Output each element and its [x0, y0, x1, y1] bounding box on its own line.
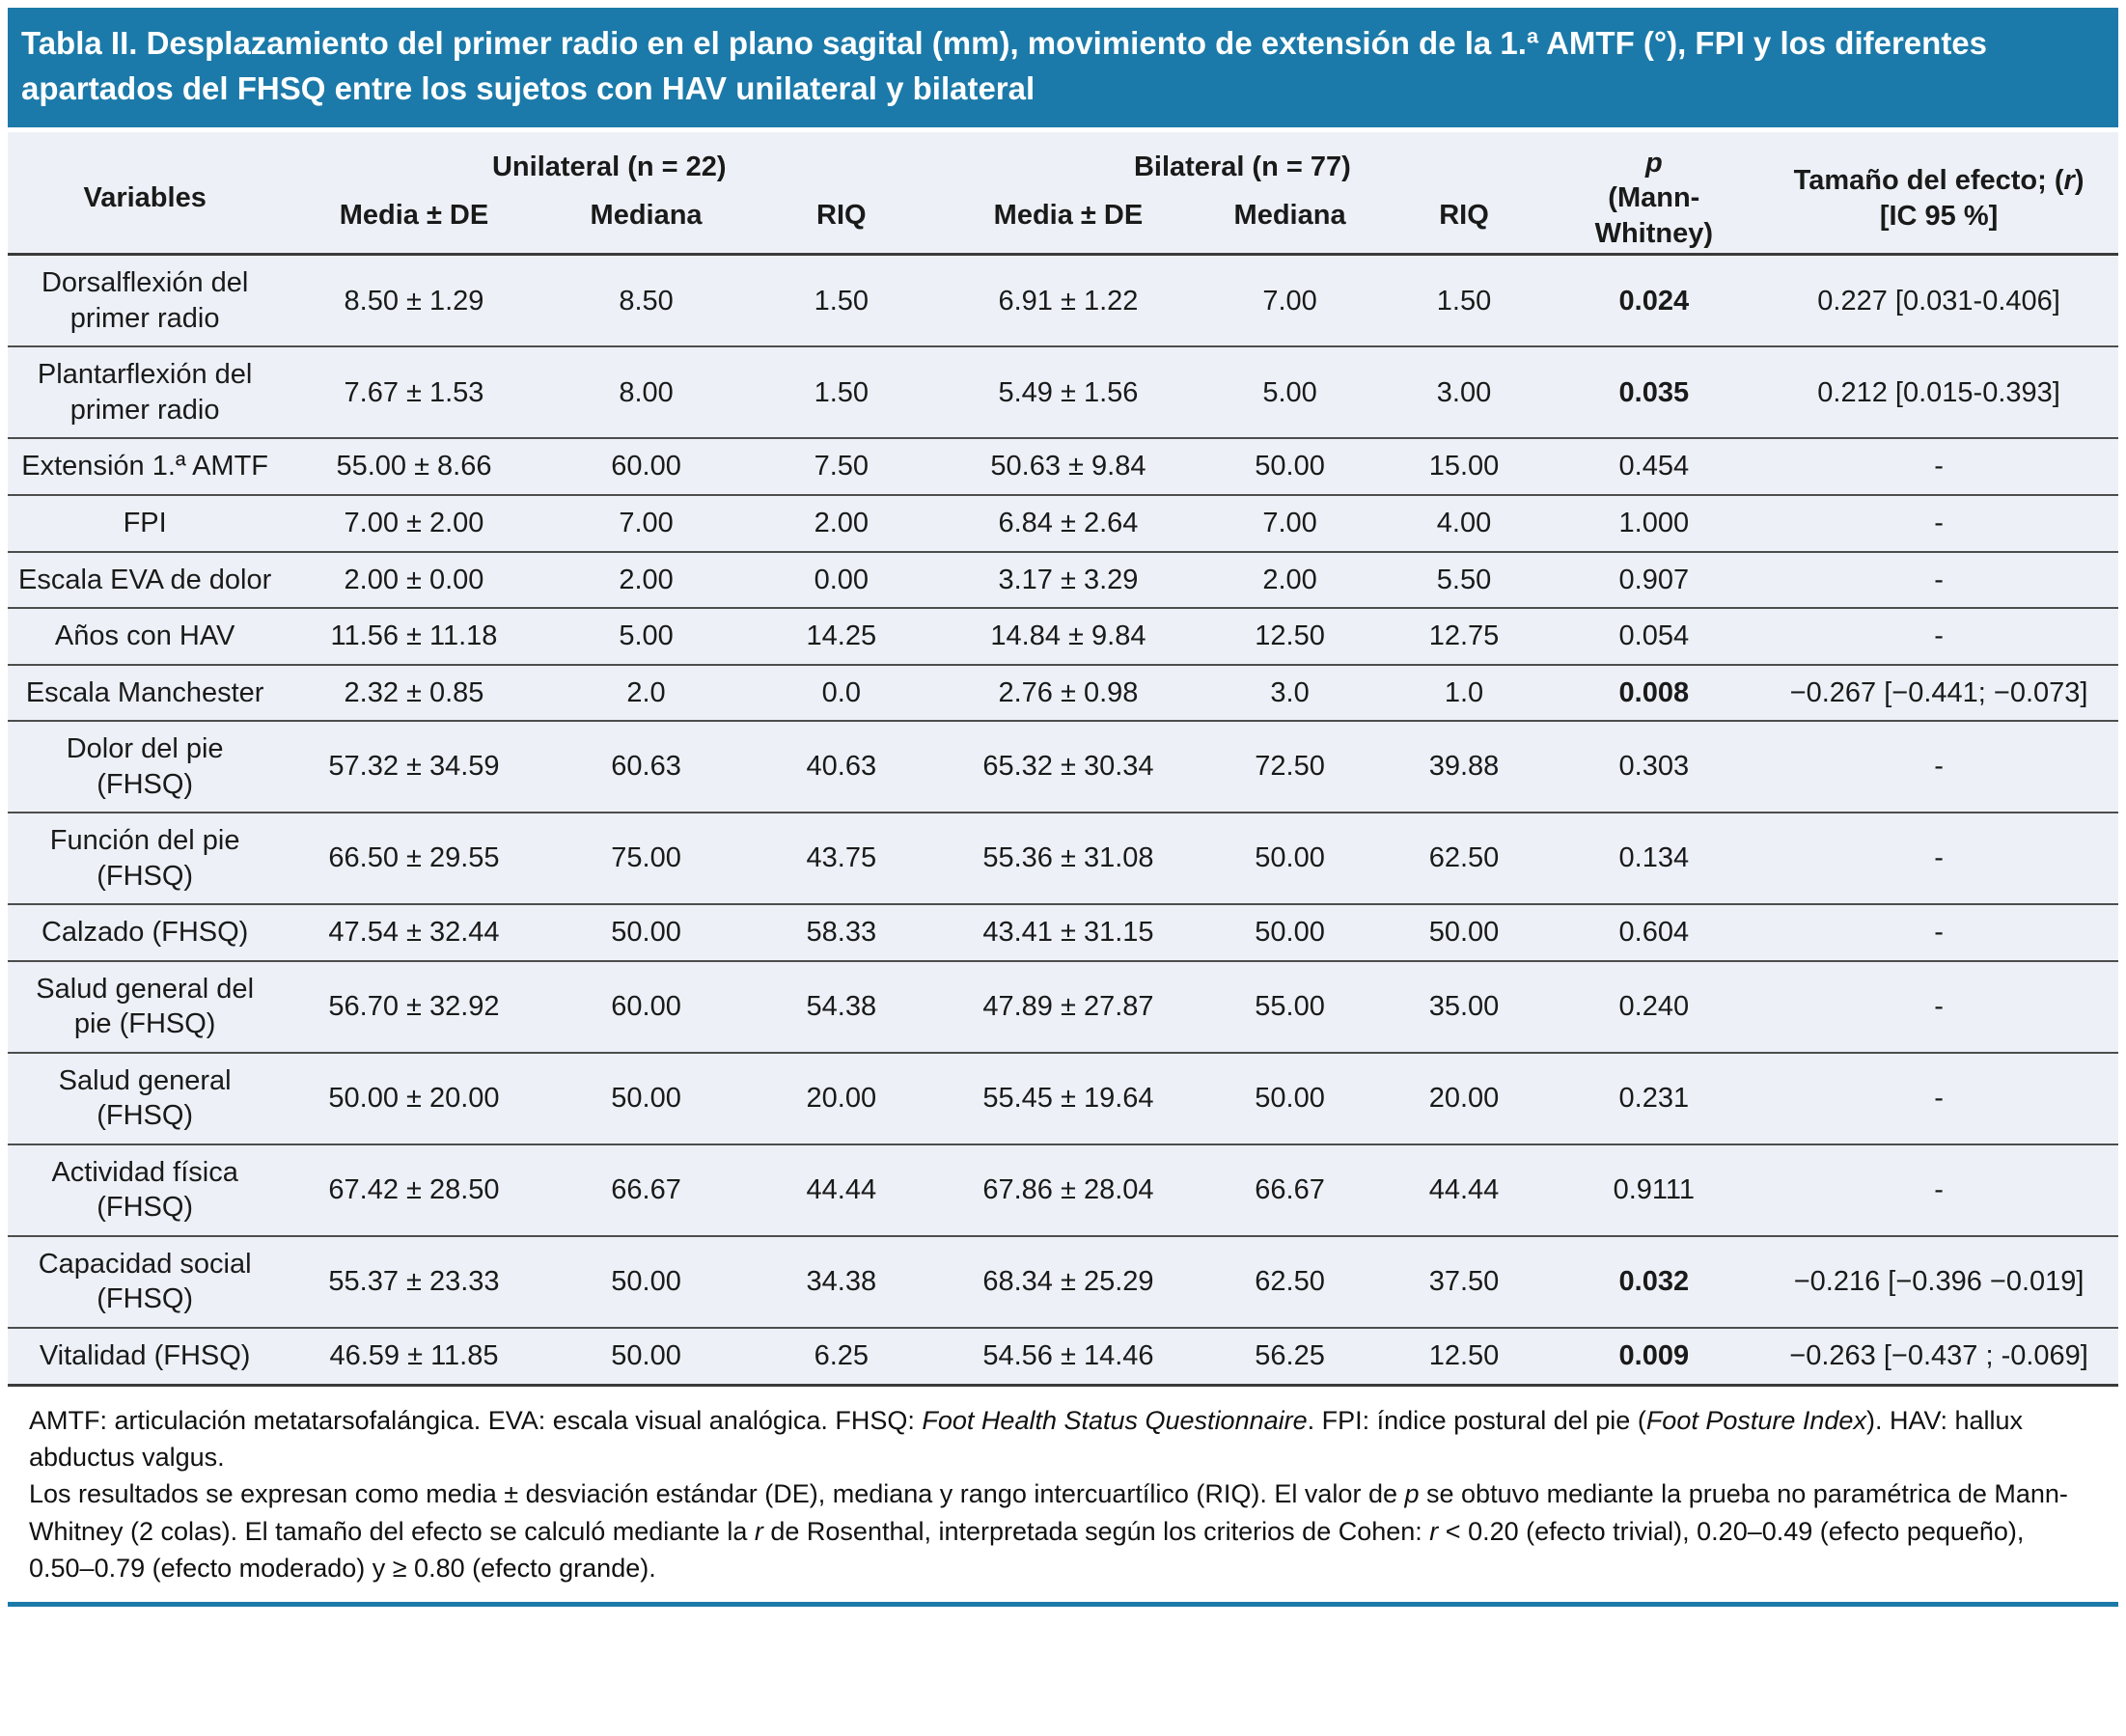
unilateral-media-de-value: 67.42 ± 28.50 — [328, 1174, 500, 1206]
effect-size-value: - — [1934, 1174, 1944, 1206]
column-header-variables: Variables — [83, 182, 207, 214]
bilateral-mediana-value: 50.00 — [1255, 917, 1325, 949]
variable-label: Plantarflexión del primer radio — [37, 359, 253, 426]
unilateral-media-de-value: 66.50 ± 29.55 — [328, 842, 500, 874]
bilateral-riq-value: 62.50 — [1428, 842, 1500, 874]
unilateral-riq-value: 58.33 — [806, 917, 877, 949]
p-value: 0.454 — [1618, 451, 1690, 482]
bilateral-media-de-value: 67.86 ± 28.04 — [982, 1174, 1154, 1206]
text-segment: ) — [2074, 164, 2085, 196]
bilateral-riq-value: 20.00 — [1428, 1083, 1500, 1115]
text-segment: r — [2063, 164, 2075, 196]
text-segment: Tamaño del efecto; ( — [1793, 164, 2064, 196]
p-value: 0.054 — [1618, 620, 1690, 652]
unilateral-mediana-value: 60.00 — [611, 991, 681, 1023]
bilateral-media-de-value: 55.36 ± 31.08 — [982, 842, 1154, 874]
unilateral-mediana-value: 50.00 — [611, 1340, 681, 1371]
text-segment: r — [754, 1516, 763, 1546]
effect-size-value: - — [1934, 751, 1944, 783]
p-value: 0.035 — [1618, 376, 1690, 408]
variable-label: Capacidad social (FHSQ) — [38, 1248, 252, 1315]
effect-size-value: −0.216 [−0.396 −0.019] — [1793, 1266, 2085, 1298]
bilateral-mediana-value: 5.00 — [1262, 376, 1317, 408]
variable-label: Función del pie (FHSQ) — [49, 825, 240, 892]
unilateral-riq-value: 2.00 — [814, 507, 870, 538]
unilateral-mediana-value: 75.00 — [611, 842, 681, 874]
bilateral-media-de-value: 55.45 ± 19.64 — [982, 1083, 1154, 1115]
bilateral-media-de-value: 68.34 ± 25.29 — [982, 1266, 1154, 1298]
variable-label: Extensión 1.ª AMTF — [21, 451, 268, 482]
unilateral-mediana-value: 50.00 — [611, 917, 681, 949]
table-header — [8, 132, 2118, 255]
bilateral-mediana-value: 50.00 — [1255, 1083, 1325, 1115]
bilateral-media-de-value: 3.17 ± 3.29 — [998, 564, 1139, 595]
variable-label: Salud general del pie (FHSQ) — [36, 973, 255, 1040]
variable-label: Calzado (FHSQ) — [41, 917, 249, 949]
table-row — [8, 1053, 2118, 1144]
variable-label: Actividad física (FHSQ) — [51, 1156, 238, 1224]
bilateral-mediana-value: 2.00 — [1262, 564, 1317, 595]
bilateral-media-de-value: 47.89 ± 27.87 — [982, 991, 1154, 1023]
effect-size-value: - — [1934, 564, 1944, 595]
unilateral-riq-value: 34.38 — [806, 1266, 877, 1298]
footnote-abbreviations — [29, 1402, 2093, 1476]
bilateral-riq-value: 12.50 — [1428, 1340, 1500, 1371]
effect-header-line2: [IC 95 %] — [1879, 200, 1999, 232]
table-row — [8, 552, 2118, 609]
effect-size-value: - — [1934, 507, 1944, 538]
bilateral-mediana-value: 55.00 — [1255, 991, 1325, 1023]
unilateral-mediana-value: 5.00 — [619, 620, 674, 652]
text-segment: < 0.20 (efecto trivial), 0.20–0.49 (efecto pequeño), 0.50–0.79 (efecto moderado) y ≥ 0.80 (efecto grande). — [29, 1516, 2025, 1583]
unilateral-media-de-value: 7.00 ± 2.00 — [344, 507, 484, 538]
bilateral-media-de-value: 54.56 ± 14.46 — [982, 1340, 1154, 1371]
variable-label: Dolor del pie (FHSQ) — [66, 733, 224, 800]
table-row — [8, 438, 2118, 495]
footnotes — [8, 1387, 2118, 1587]
unilateral-media-de-value: 47.54 ± 32.44 — [328, 917, 500, 949]
bilateral-mediana-value: 50.00 — [1255, 451, 1325, 482]
unilateral-mediana-value: 60.63 — [611, 751, 681, 783]
unilateral-media-de-value: 2.32 ± 0.85 — [344, 676, 484, 708]
table-row — [8, 1144, 2118, 1236]
p-value: 0.032 — [1618, 1266, 1690, 1298]
bilateral-media-de-value: 43.41 ± 31.15 — [982, 917, 1154, 949]
unilateral-media-de-value: 8.50 ± 1.29 — [344, 285, 484, 317]
variable-label: Dorsalflexión del primer radio — [41, 267, 249, 334]
text-segment: se obtuvo mediante la prueba no paramétrica de Mann-Whitney (2 colas). El tamaño del efecto se calculó mediante la — [29, 1479, 2068, 1546]
bilateral-riq-value: 5.50 — [1436, 564, 1492, 595]
unilateral-media-de-value: 55.37 ± 23.33 — [328, 1266, 500, 1298]
bilateral-mediana-value: 56.25 — [1255, 1340, 1325, 1371]
table-row — [8, 255, 2118, 347]
bilateral-riq-value: 1.0 — [1444, 676, 1484, 708]
variable-label: FPI — [123, 507, 167, 538]
unilateral-riq-value: 54.38 — [806, 991, 877, 1023]
column-group-unilateral: Unilateral (n = 22) — [491, 152, 727, 183]
bilateral-media-de-value: 5.49 ± 1.56 — [998, 376, 1139, 408]
bilateral-mediana-value: 7.00 — [1262, 507, 1317, 538]
unilateral-mediana-value: 2.00 — [619, 564, 674, 595]
variable-label: Escala EVA de dolor — [18, 564, 272, 595]
table-row — [8, 346, 2118, 438]
p-symbol: p — [1644, 147, 1663, 179]
p-value: 0.008 — [1618, 676, 1690, 708]
unilateral-mediana-value: 66.67 — [611, 1174, 681, 1206]
text-segment: Foot Health Status Questionnaire — [922, 1405, 1308, 1435]
unilateral-media-de-value: 11.56 ± 11.18 — [330, 620, 498, 652]
text-segment: Los resultados se expresan como media ± desviación estándar (DE), mediana y rango intercuartílico (RIQ). El valor de — [29, 1479, 1405, 1509]
unilateral-riq-value: 1.50 — [814, 285, 870, 317]
data-table — [8, 132, 2118, 1387]
text-segment: . FPI: índice postural del pie ( — [1307, 1405, 1646, 1435]
bilateral-mediana-value: 72.50 — [1255, 751, 1325, 783]
unilateral-media-de-value: 7.67 ± 1.53 — [344, 376, 484, 408]
unilateral-mediana-value: 60.00 — [611, 451, 681, 482]
unilateral-media-de-value: 46.59 ± 11.85 — [329, 1340, 499, 1371]
bilateral-mediana-value: 3.0 — [1270, 676, 1310, 708]
p-value: 0.134 — [1618, 842, 1690, 874]
bilateral-media-de-value: 6.84 ± 2.64 — [998, 507, 1139, 538]
unilateral-media-de-value: 57.32 ± 34.59 — [328, 751, 500, 783]
unilateral-riq-value: 0.0 — [821, 676, 861, 708]
table-row — [8, 608, 2118, 665]
effect-size-value: −0.263 [−0.437 ; -0.069] — [1789, 1340, 2088, 1371]
bilateral-mediana-value: 66.67 — [1255, 1174, 1325, 1206]
table-title: Tabla II. Desplazamiento del primer radio en el plano sagital (mm), movimiento de extensión de la 1.ª AMTF (°), FPI y los diferentes apartados del FHSQ entre los sujetos con HAV unilateral y bilateral — [8, 8, 2118, 127]
text-segment: p — [1404, 1479, 1420, 1509]
effect-size-value: - — [1934, 1083, 1944, 1115]
unilateral-mediana-value: 50.00 — [611, 1266, 681, 1298]
column-header-unilateral-riq: RIQ — [816, 199, 867, 231]
bilateral-media-de-value: 2.76 ± 0.98 — [998, 676, 1139, 708]
p-value: 0.907 — [1618, 564, 1690, 595]
header-group-row — [8, 132, 2118, 191]
p-value: 0.024 — [1618, 285, 1690, 317]
table-row — [8, 665, 2118, 722]
bilateral-media-de-value: 14.84 ± 9.84 — [990, 620, 1146, 652]
bilateral-riq-value: 37.50 — [1428, 1266, 1500, 1298]
bilateral-media-de-value: 65.32 ± 30.34 — [982, 751, 1154, 783]
bilateral-riq-value: 12.75 — [1428, 620, 1500, 652]
bilateral-riq-value: 4.00 — [1436, 507, 1492, 538]
variable-label: Salud general (FHSQ) — [58, 1064, 232, 1132]
bilateral-mediana-value: 50.00 — [1255, 842, 1325, 874]
bottom-divider — [8, 1602, 2118, 1607]
table-row — [8, 1236, 2118, 1328]
effect-size-value: 0.212 [0.015-0.393] — [1817, 376, 2060, 408]
variable-label: Años con HAV — [54, 620, 235, 652]
column-header-bilateral-riq: RIQ — [1439, 199, 1489, 231]
text-segment: AMTF: articulación metatarsofalángica. EVA: escala visual analógica. FHSQ: — [29, 1405, 923, 1435]
bilateral-mediana-value: 12.50 — [1255, 620, 1325, 652]
p-value: 0.604 — [1618, 917, 1690, 949]
bilateral-riq-value: 15.00 — [1428, 451, 1500, 482]
unilateral-riq-value: 20.00 — [806, 1083, 877, 1115]
column-header-effect-size — [1759, 132, 2118, 255]
bilateral-mediana-value: 62.50 — [1255, 1266, 1325, 1298]
unilateral-riq-value: 7.50 — [814, 451, 870, 482]
text-segment: de Rosenthal, interpretada según los criterios de Cohen: — [762, 1516, 1430, 1546]
column-group-bilateral: Bilateral (n = 77) — [1133, 152, 1351, 183]
column-header-p-mann-whitney — [1548, 132, 1759, 255]
unilateral-riq-value: 6.25 — [814, 1340, 870, 1371]
effect-size-value: −0.267 [−0.441; −0.073] — [1789, 676, 2088, 708]
column-header-unilateral-mediana: Mediana — [590, 199, 703, 231]
column-header-bilateral-media-de: Media ± DE — [993, 199, 1144, 231]
table-row — [8, 961, 2118, 1053]
text-segment: ). HAV: hallux abductus valgus. — [29, 1405, 2024, 1472]
effect-size-value: - — [1934, 991, 1944, 1023]
unilateral-riq-value: 0.00 — [814, 564, 870, 595]
table-row — [8, 904, 2118, 961]
unilateral-riq-value: 43.75 — [806, 842, 877, 874]
effect-header-line1 — [1794, 165, 2085, 196]
table-row — [8, 721, 2118, 813]
unilateral-mediana-value: 8.50 — [619, 285, 674, 317]
bilateral-riq-value: 44.44 — [1428, 1174, 1500, 1206]
p-value: 0.240 — [1618, 991, 1690, 1023]
p-value: 0.231 — [1618, 1083, 1690, 1115]
p-value: 0.303 — [1618, 751, 1690, 783]
effect-size-value: - — [1934, 917, 1944, 949]
table-row — [8, 1328, 2118, 1385]
unilateral-mediana-value: 8.00 — [619, 376, 674, 408]
unilateral-riq-value: 44.44 — [806, 1174, 877, 1206]
unilateral-media-de-value: 2.00 ± 0.00 — [344, 564, 484, 595]
column-header-bilateral-mediana: Mediana — [1233, 199, 1346, 231]
bilateral-mediana-value: 7.00 — [1262, 285, 1317, 317]
unilateral-mediana-value: 2.0 — [626, 676, 666, 708]
text-segment: Foot Posture Index — [1645, 1405, 1866, 1435]
unilateral-mediana-value: 7.00 — [619, 507, 674, 538]
table-row — [8, 495, 2118, 552]
variable-label: Escala Manchester — [25, 676, 264, 708]
effect-size-value: - — [1934, 842, 1944, 874]
bilateral-riq-value: 1.50 — [1436, 285, 1492, 317]
unilateral-riq-value: 14.25 — [806, 620, 877, 652]
table-body — [8, 255, 2118, 1385]
unilateral-media-de-value: 55.00 ± 8.66 — [336, 451, 492, 482]
bilateral-riq-value: 35.00 — [1428, 991, 1500, 1023]
text-segment: r — [1429, 1516, 1439, 1546]
unilateral-riq-value: 40.63 — [806, 751, 877, 783]
footnote-methods — [29, 1475, 2093, 1586]
column-header-unilateral-media-de: Media ± DE — [339, 199, 489, 231]
effect-size-value: - — [1934, 620, 1944, 652]
bilateral-media-de-value: 6.91 ± 1.22 — [998, 285, 1139, 317]
effect-size-value: 0.227 [0.031-0.406] — [1817, 285, 2060, 317]
p-value: 1.000 — [1618, 507, 1690, 538]
effect-size-value: - — [1934, 451, 1944, 482]
bilateral-riq-value: 39.88 — [1428, 751, 1500, 783]
p-test-name: (Mann-Whitney) — [1594, 182, 1714, 249]
unilateral-mediana-value: 50.00 — [611, 1083, 681, 1115]
p-value: 0.9111 — [1613, 1174, 1696, 1206]
table-row — [8, 813, 2118, 904]
p-value: 0.009 — [1618, 1340, 1690, 1371]
unilateral-media-de-value: 56.70 ± 32.92 — [328, 991, 500, 1023]
bilateral-media-de-value: 50.63 ± 9.84 — [990, 451, 1146, 482]
bilateral-riq-value: 50.00 — [1428, 917, 1500, 949]
variable-label: Vitalidad (FHSQ) — [39, 1340, 251, 1371]
bilateral-riq-value: 3.00 — [1436, 376, 1492, 408]
unilateral-riq-value: 1.50 — [814, 376, 870, 408]
unilateral-media-de-value: 50.00 ± 20.00 — [328, 1083, 500, 1115]
